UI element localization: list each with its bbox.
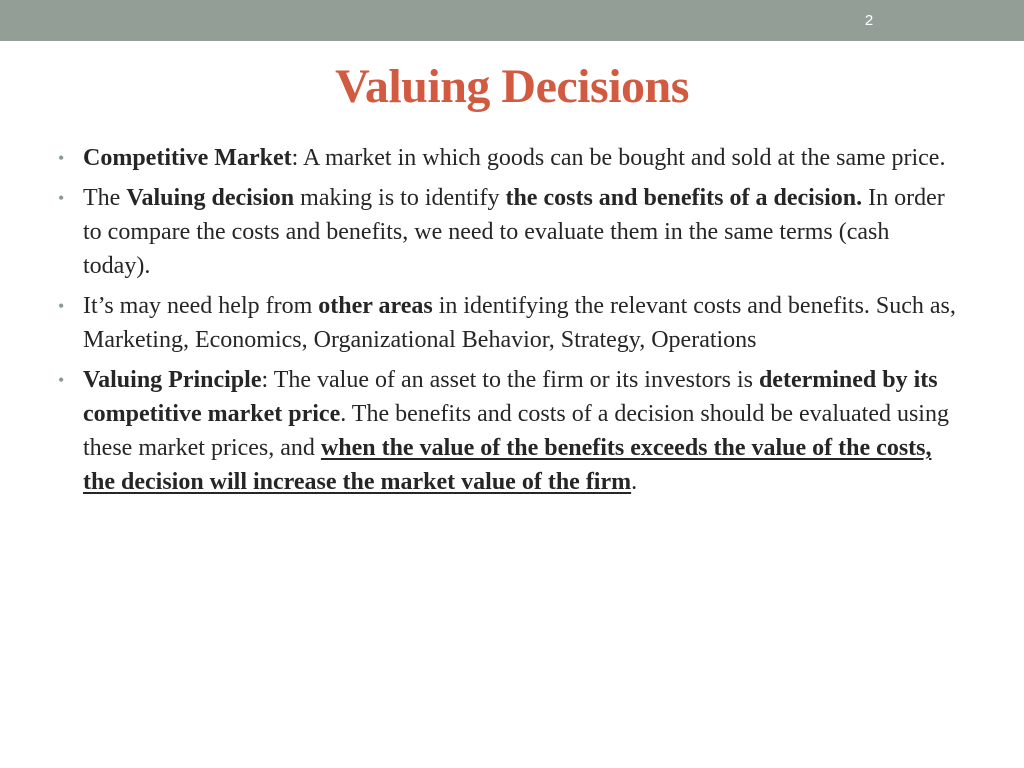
text-run: It’s may need help from [83, 293, 319, 319]
bullet-text [83, 185, 945, 279]
bullet-icon: • [58, 296, 65, 316]
term-valuing-principle: Valuing Principle [83, 367, 262, 393]
text-run: : The value of an asset to the firm or its investors is [261, 367, 759, 393]
text-run: . The benefits and costs of a decision should be evaluated using these market prices, and [83, 401, 949, 461]
bullet-list [58, 141, 962, 505]
emphasis-competitive-market-price: determined by its competitive market price [83, 367, 938, 427]
bullet-text [83, 145, 945, 171]
slide-title: Valuing Decisions [335, 60, 689, 113]
bullet-text [83, 367, 949, 495]
underlined-conclusion: when the value of the benefits exceeds the value of the costs, the decision will increase the market value of the firm [83, 435, 932, 495]
bullet-text [83, 293, 956, 353]
bullet-item-valuing-principle [58, 363, 962, 499]
emphasis-costs-and-benefits: the costs and benefits of a decision. [505, 185, 863, 211]
term-competitive-market: Competitive Market [83, 145, 292, 171]
term-valuing-decision: Valuing decision [126, 185, 295, 211]
slide-header-bar [0, 0, 1024, 41]
bullet-item-competitive-market [58, 141, 962, 175]
bullet-item-valuing-decision [58, 181, 962, 283]
text-run: . [631, 469, 638, 495]
bullet-icon: • [58, 188, 65, 208]
bullet-icon: • [58, 370, 65, 390]
bullet-icon: • [58, 148, 65, 168]
text-run: making is to identify [294, 185, 506, 211]
emphasis-other-areas: other areas [318, 293, 433, 319]
text-run: In order to compare the costs and benefits, we need to evaluate them in the same terms (cash today). [83, 185, 945, 279]
text-run: The [83, 185, 127, 211]
slide-number: 2 [864, 12, 874, 29]
bullet-item-other-areas [58, 289, 962, 357]
text-run: in identifying the relevant costs and benefits. Such as, Marketing, Economics, Organizational Behavior, Strategy, Operations [83, 293, 956, 353]
text-run: : A market in which goods can be bought and sold at the same price. [291, 145, 946, 171]
